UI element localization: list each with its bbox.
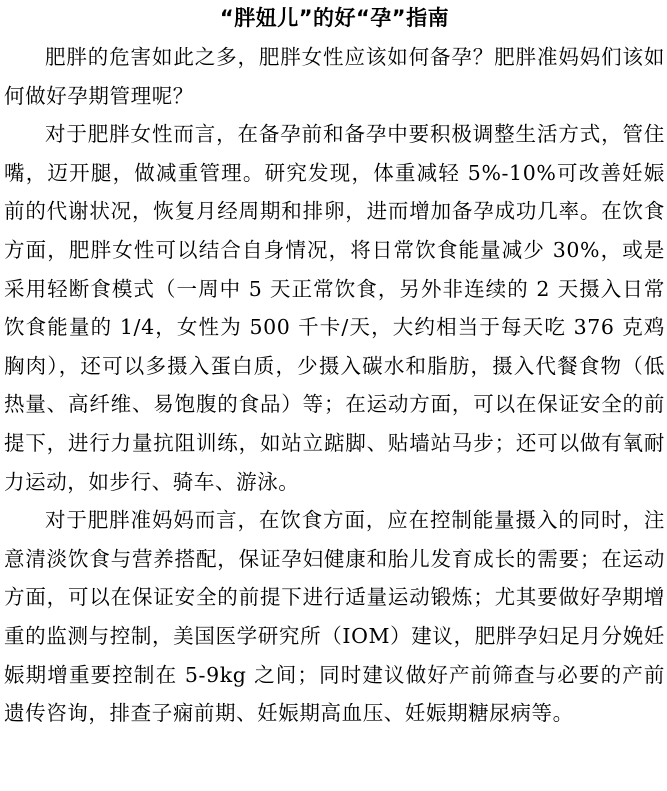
paragraph-during-pregnancy: 对于肥胖准妈妈而言，在饮食方面，应在控制能量摄入的同时，注意清淡饮食与营养搭配，保证孕妇健康和胎儿发育成长的需要；在运动方面，可以在保证安全的前提下进行适量运动锻炼；尤其要做好孕期增重的监测与控制，美国医学研究所（IOM）建议，肥胖孕妇足月分娩妊娠期增重要控制在 5-9kg 之间；同时建议做好产前筛查与必要的产前遗传咨询，排查子痫前期、妊娠期高血压、妊娠期糖尿病等。 xyxy=(4,508,665,726)
paragraph-intro: 肥胖的危害如此之多，肥胖女性应该如何备孕？肥胖准妈妈们该如何做好孕期管理呢？ xyxy=(4,45,665,108)
document-title: “胖妞儿”的好“孕”指南 xyxy=(219,6,450,30)
paragraph-pre-pregnancy: 对于肥胖女性而言，在备孕前和备孕中要积极调整生活方式，管住嘴，迈开腿，做减重管理。研究发现，体重减轻 5%-10%可改善妊娠前的代谢状况，恢复月经周期和排卵，进而增加备孕成功几率。在饮食方面，肥胖女性可以结合自身情况，将日常饮食能量减少 30%，或是采用轻断食模式（一周中 5 天正常饮食，另外非连续的 2 天摄入日常饮食能量的 1/4，女性为 500 千卡/天，大约相当于每天吃 376 克鸡胸肉），还可以多摄入蛋白质，少摄入碳水和脂肪，摄入代餐食物（低热量、高纤维、易饱腹的食品）等；在运动方面，可以在保证安全的前提下，进行力量抗阻训练，如站立踮脚、贴墙站马步；还可以做有氧耐力运动，如步行、骑车、游泳。 xyxy=(4,122,665,494)
